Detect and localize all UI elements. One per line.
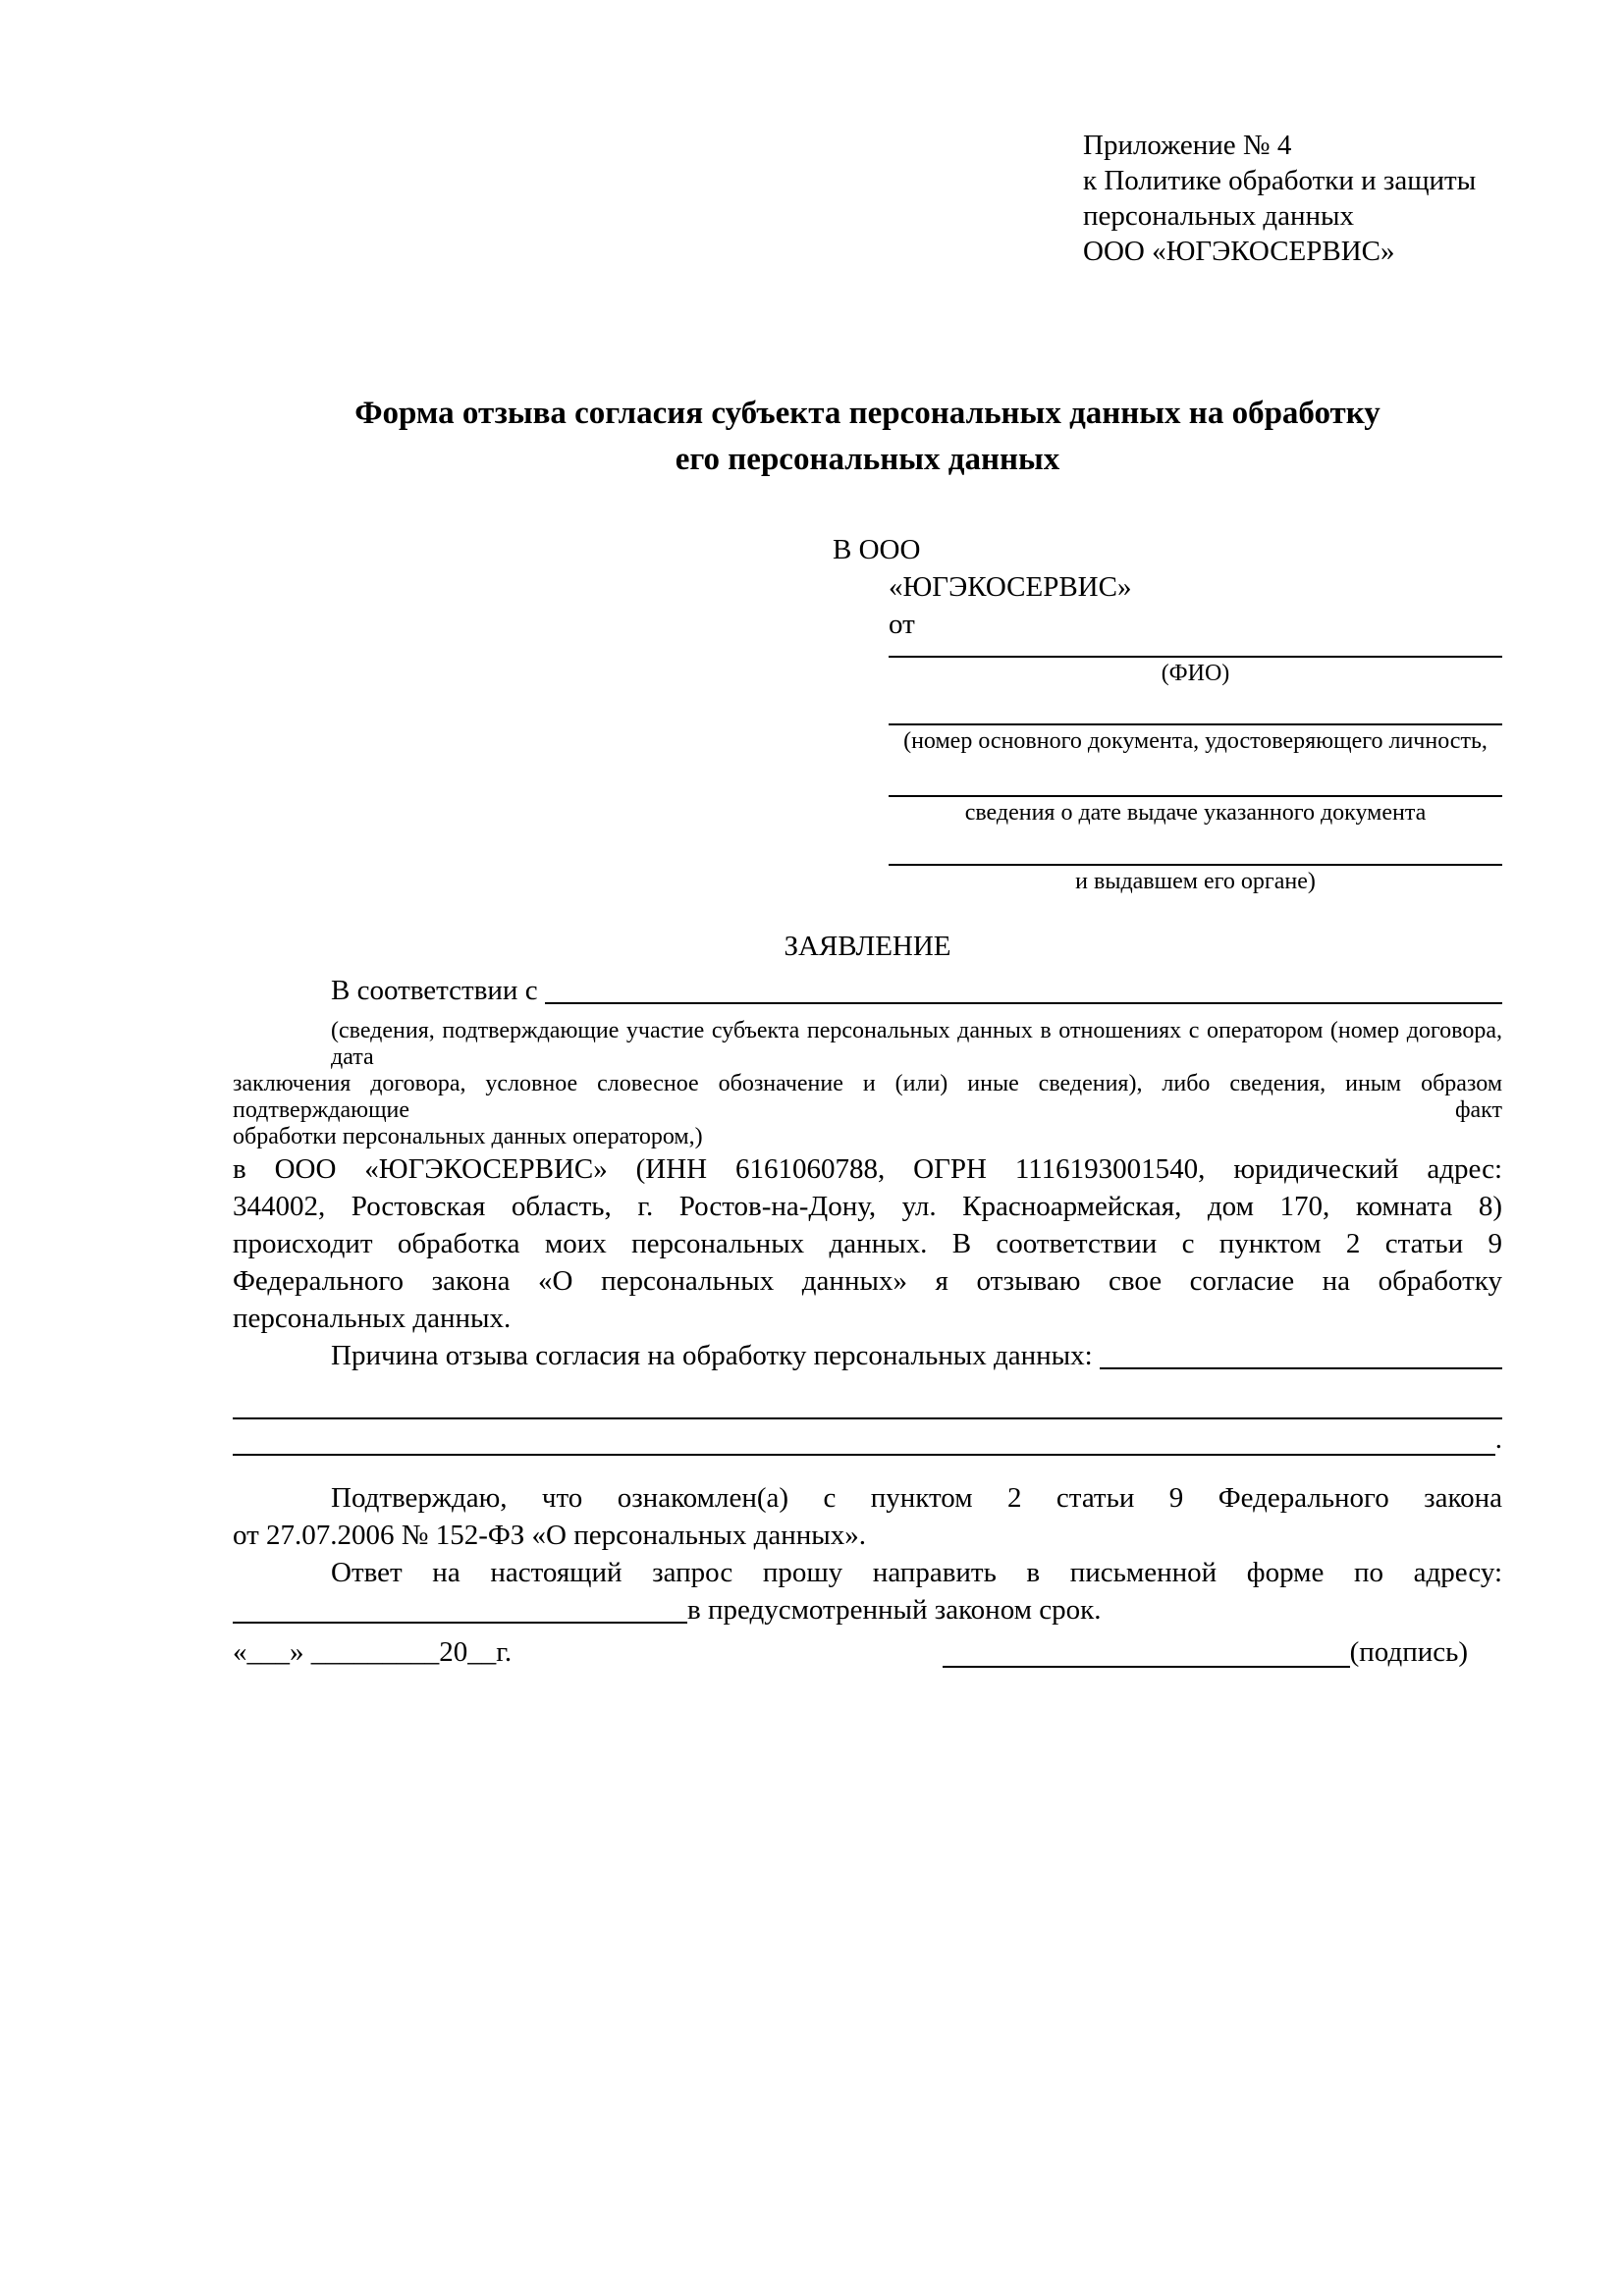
issuing-authority-blank-line <box>889 827 1502 866</box>
reason-blank-line-3 <box>233 1422 1495 1456</box>
document-number-blank-line <box>889 687 1502 725</box>
footer-row <box>233 1633 1502 1671</box>
addressee-line-3: от <box>889 609 915 640</box>
title-line-1: Форма отзыва согласия субъекта персональных данных на обработку <box>354 396 1380 431</box>
basis-note <box>233 1018 1502 1150</box>
document-number-caption: (номер основного документа, удостоверяющего личность, <box>903 728 1488 754</box>
reply-line: Ответ на настоящий запрос прошу направить в письменной форме по адресу: <box>331 1557 1502 1588</box>
body-line: происходит обработка моих персональных данных. В соответствии с пунктом 2 статьи 9 <box>233 1228 1502 1259</box>
issue-date-blank-line <box>889 755 1502 797</box>
confirm-line: Подтверждаю, что ознакомлен(а) с пунктом 2 статьи 9 Федерального закона <box>331 1482 1502 1514</box>
reason-continuation-row <box>233 1374 1502 1422</box>
reply-address-row <box>233 1591 1502 1629</box>
reason-prefix: Причина отзыва согласия на обработку персональных данных: <box>331 1340 1100 1371</box>
document-number-field <box>889 687 1502 755</box>
fio-blank-line <box>889 643 1502 658</box>
note-line: обработки персональных данных оператором,) <box>233 1124 703 1149</box>
statement-heading: ЗАЯВЛЕНИЕ <box>784 931 951 962</box>
statement-body <box>233 972 1502 1629</box>
reply-suffix: в предусмотренный законом срок. <box>687 1594 1102 1626</box>
basis-prefix: В соответствии с <box>331 975 545 1006</box>
signature-caption: (подпись) <box>1349 1636 1468 1668</box>
fio-field <box>889 643 1502 687</box>
appendix-header <box>1083 128 1476 269</box>
signature-blank-line <box>943 1636 1350 1668</box>
body-line: 344002, Ростовская область, г. Ростов-на-Дону, ул. Красноармейская, дом 170, комната 8) <box>233 1191 1502 1222</box>
operator-paragraph <box>233 1150 1502 1337</box>
date-blank-text: «___» _________20__г. <box>233 1636 513 1668</box>
issue-date-field <box>889 755 1502 827</box>
reason-blank-line-2 <box>233 1374 1502 1419</box>
addressee-line-2: «ЮГЭКОСЕРВИС» <box>889 571 1132 603</box>
reason-continuation-row <box>233 1422 1502 1456</box>
body-line: в ООО «ЮГЭКОСЕРВИС» (ИНН 6161060788, ОГРН 1116193001540, юридический адрес: <box>233 1153 1502 1185</box>
reason-blank-line <box>1100 1337 1502 1369</box>
basis-line <box>233 972 1502 1009</box>
confirm-line: от 27.07.2006 № 152-ФЗ «О персональных данных». <box>233 1520 867 1551</box>
addressee-block <box>833 531 1502 895</box>
note-line: (сведения, подтверждающие участие субъекта персональных данных в отношениях с оператором (номер договора, дата <box>331 1018 1502 1070</box>
note-line: заключения договора, условное словесное обозначение и (или) иные сведения), либо сведения, иным образом подтверждающие факт <box>233 1071 1502 1123</box>
reply-paragraph <box>233 1554 1502 1629</box>
appendix-line: персональных данных <box>1083 200 1355 232</box>
signature-group <box>943 1633 1468 1671</box>
appendix-line: к Политике обработки и защиты <box>1083 165 1477 196</box>
title-line-2: его персональных данных <box>675 442 1060 477</box>
document-title <box>233 391 1502 483</box>
paragraph-indent <box>233 1337 331 1374</box>
body-line: Федерального закона «О персональных данных» я отзываю свое согласие на обработку <box>233 1265 1502 1297</box>
appendix-line: Приложение № 4 <box>1083 130 1292 161</box>
paragraph-indent <box>233 972 331 1009</box>
basis-blank-line <box>545 972 1502 1004</box>
appendix-line: ООО «ЮГЭКОСЕРВИС» <box>1083 236 1395 267</box>
fio-caption: (ФИО) <box>1161 661 1230 686</box>
issuing-authority-caption: и выдавшем его органе) <box>1075 869 1316 894</box>
issue-date-caption: сведения о дате выдаче указанного документа <box>964 800 1427 826</box>
addressee-line-1: В ООО <box>833 534 921 565</box>
address-blank-line <box>233 1591 687 1624</box>
blank-line-period: . <box>1494 1423 1502 1455</box>
body-line: персональных данных. <box>233 1303 512 1334</box>
reason-line <box>233 1337 1502 1374</box>
confirmation-paragraph <box>233 1479 1502 1554</box>
issuing-authority-field <box>889 827 1502 895</box>
